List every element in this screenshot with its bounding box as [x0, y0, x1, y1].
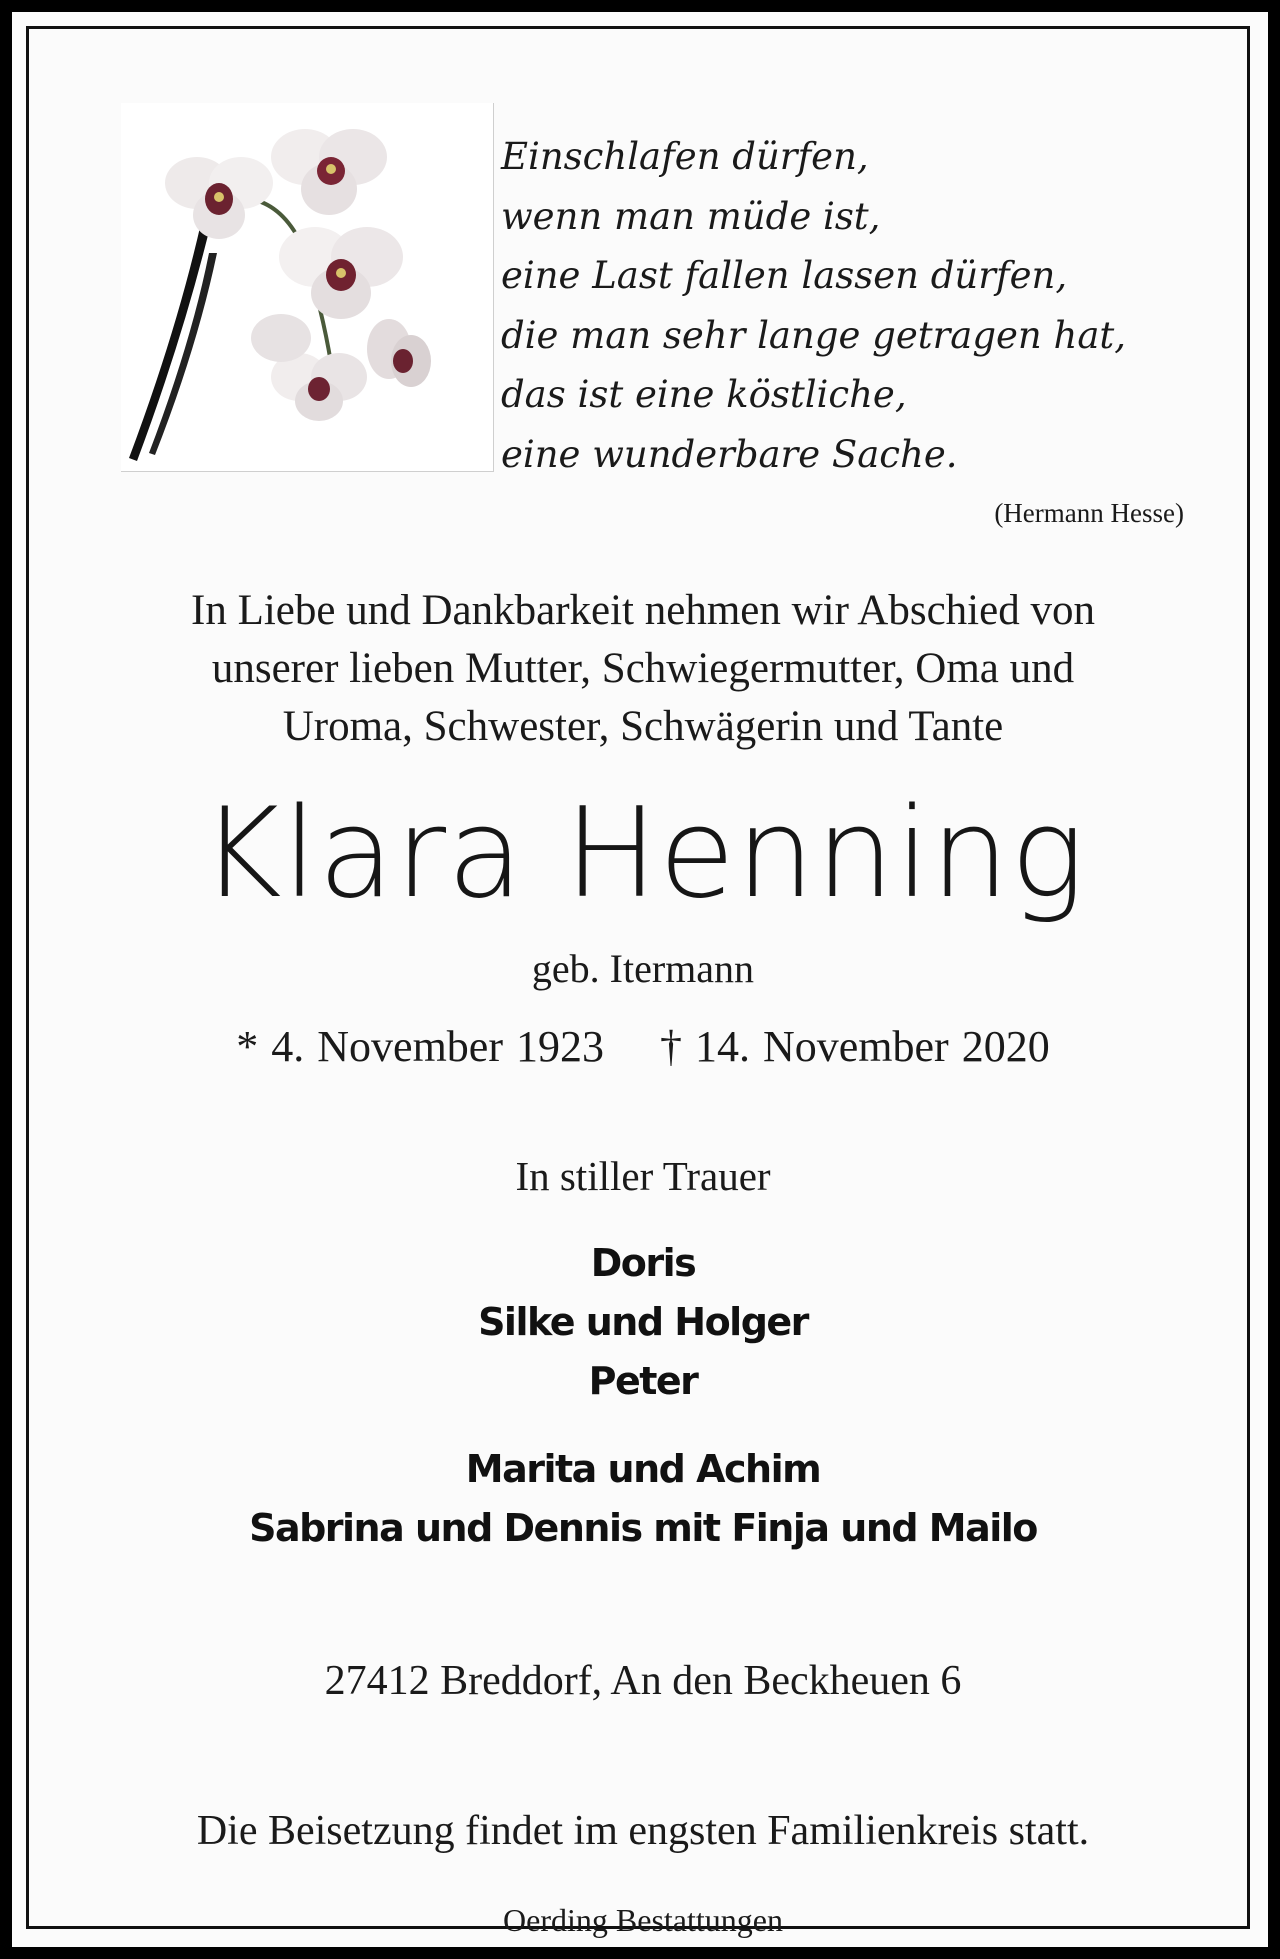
mourner-name: Peter	[588, 1359, 698, 1403]
mourners-group-1	[29, 1234, 1257, 1411]
undertaker: Oerding Bestattungen	[503, 1902, 783, 1938]
poem-line: wenn man müde ist,	[501, 194, 881, 238]
poem	[501, 127, 1126, 484]
mourner-name: Marita und Achim	[465, 1447, 821, 1491]
funeral-note: Die Beisetzung findet im engsten Familienkreis statt.	[196, 1808, 1090, 1854]
orchid-icon	[121, 103, 493, 471]
death-date: † 14. November 2020	[660, 1022, 1050, 1071]
poem-line: Einschlafen dürfen,	[501, 135, 869, 178]
birth-date: * 4. November 1923	[236, 1022, 604, 1071]
mourner-name: Sabrina und Dennis mit Finja und Mailo	[249, 1506, 1037, 1550]
life-dates	[29, 1019, 1257, 1075]
obituary-notice	[26, 26, 1250, 1938]
poem-source: (Hermann Hesse)	[994, 498, 1184, 528]
poem-line: eine Last fallen lassen dürfen,	[501, 254, 1068, 297]
mourner-name: Silke und Holger	[478, 1300, 808, 1344]
deceased-name: Klara Henning	[200, 782, 1086, 926]
mourners-group-2	[29, 1440, 1257, 1558]
mourner-name: Doris	[590, 1241, 696, 1285]
notice-outer-border	[12, 12, 1268, 1947]
poem-line: die man sehr lange getragen hat,	[501, 313, 1127, 357]
mourning-heading: In stiller Trauer	[515, 1153, 771, 1199]
poem-line: das ist eine köstliche,	[501, 373, 907, 416]
intro-text	[29, 582, 1257, 756]
intro-line: In Liebe und Dankbarkeit nehmen wir Abschied von	[191, 587, 1095, 634]
birth-name: geb. Itermann	[531, 946, 755, 991]
poem-line: eine wunderbare Sache.	[501, 432, 958, 476]
intro-line: Uroma, Schwester, Schwägerin und Tante	[282, 703, 1004, 750]
intro-line: unserer lieben Mutter, Schwiegermutter, Oma und	[211, 645, 1075, 692]
orchid-photo	[121, 103, 494, 472]
address: 27412 Breddorf, An den Beckheuen 6	[324, 1658, 962, 1704]
